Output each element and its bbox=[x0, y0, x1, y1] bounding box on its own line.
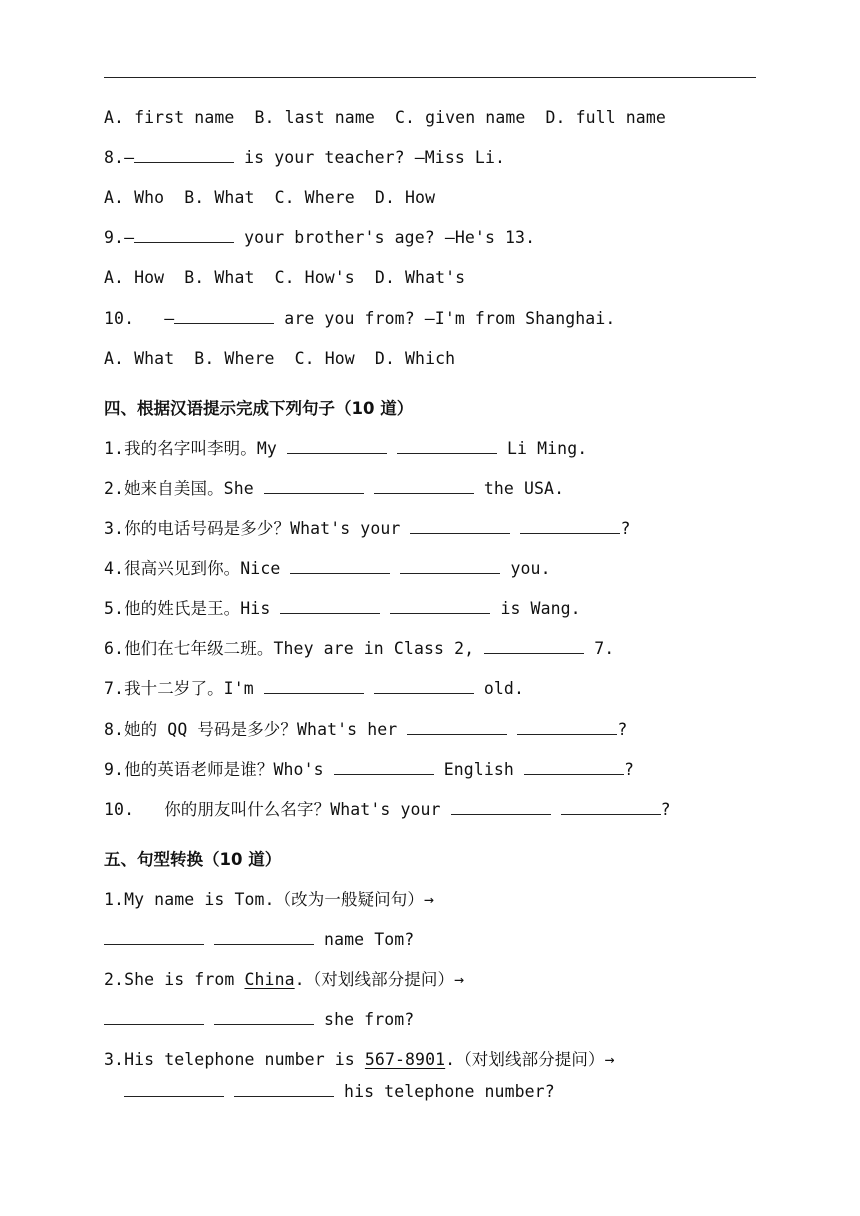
s5-q2-instruction: .（对划线部分提问）→ bbox=[294, 970, 465, 989]
answer-blank[interactable] bbox=[287, 439, 387, 454]
s4-item-7 bbox=[104, 678, 524, 700]
answer-blank[interactable] bbox=[517, 720, 617, 735]
underlined-phrase: China bbox=[244, 970, 295, 989]
q10-prefix: 10. — bbox=[104, 309, 175, 328]
answer-blank[interactable] bbox=[134, 148, 234, 163]
s4-item-5 bbox=[104, 598, 581, 620]
q9-suffix: your brother's age? —He's 13. bbox=[234, 228, 536, 247]
s4-item-text: Li Ming. bbox=[496, 439, 588, 458]
s4-item-text: 8.她的 QQ 号码是多少？What's her bbox=[104, 720, 408, 739]
q8-suffix: is your teacher? —Miss Li. bbox=[234, 148, 506, 167]
s4-item-4 bbox=[104, 558, 551, 580]
q9-question bbox=[104, 227, 535, 249]
q9-prefix: 9.— bbox=[104, 228, 135, 247]
answer-blank[interactable] bbox=[410, 519, 510, 534]
s5-q2-text: 2.She is from bbox=[104, 970, 245, 989]
answer-blank[interactable] bbox=[264, 479, 364, 494]
answer-blank[interactable] bbox=[214, 1010, 314, 1025]
s5-q1: 1.My name is Tom.（改为一般疑问句）→ bbox=[104, 890, 435, 909]
s4-item-6 bbox=[104, 638, 614, 660]
answer-blank[interactable] bbox=[520, 519, 620, 534]
answer-blank[interactable] bbox=[104, 930, 204, 945]
s5-answer-text: name Tom? bbox=[314, 930, 415, 949]
s5-q3 bbox=[104, 1049, 615, 1071]
s4-item-text: is Wang. bbox=[490, 599, 581, 618]
section4-heading: 四、根据汉语提示完成下列句子（10 道） bbox=[104, 399, 414, 418]
answer-blank[interactable] bbox=[374, 479, 474, 494]
answer-blank[interactable] bbox=[484, 639, 584, 654]
s4-item-text: 5.他的姓氏是王。His bbox=[104, 599, 281, 618]
answer-blank[interactable] bbox=[234, 1082, 334, 1097]
s5-q3-text: 3.His telephone number is bbox=[104, 1050, 365, 1069]
section5-heading: 五、句型转换（10 道） bbox=[104, 850, 282, 869]
s5-q2-answer bbox=[104, 1009, 414, 1031]
answer-blank[interactable] bbox=[400, 559, 500, 574]
answer-blank[interactable] bbox=[174, 309, 274, 324]
s5-q3-instruction: .（对划线部分提问）→ bbox=[445, 1050, 615, 1069]
answer-blank[interactable] bbox=[451, 800, 551, 815]
s4-item-text: old. bbox=[473, 679, 524, 698]
s4-item-text: 3.你的电话号码是多少？What's your bbox=[104, 519, 411, 538]
s4-item-text: 10. 你的朋友叫什么名字？What's your bbox=[104, 800, 451, 819]
s4-item-text: ? bbox=[660, 800, 671, 819]
answer-blank[interactable] bbox=[290, 559, 390, 574]
s4-item-9 bbox=[104, 759, 634, 781]
answer-blank[interactable] bbox=[280, 599, 380, 614]
s4-item-text: ? bbox=[617, 720, 628, 739]
answer-blank[interactable] bbox=[390, 599, 490, 614]
s4-item-text: 4.很高兴见到你。Nice bbox=[104, 559, 291, 578]
q10-options: A. What B. Where C. How D. Which bbox=[104, 349, 456, 368]
q9-options: A. How B. What C. How's D. What's bbox=[104, 268, 466, 287]
s4-item-text: ? bbox=[620, 519, 631, 538]
underlined-phrase: 567-8901 bbox=[364, 1050, 446, 1069]
answer-blank[interactable] bbox=[214, 930, 314, 945]
s4-item-text: English bbox=[433, 760, 524, 779]
answer-blank[interactable] bbox=[334, 760, 434, 775]
q8-question bbox=[104, 147, 505, 169]
s5-answer-text: she from? bbox=[314, 1010, 415, 1029]
s4-item-text: 9.他的英语老师是谁？Who's bbox=[104, 760, 334, 779]
answer-blank[interactable] bbox=[407, 720, 507, 735]
answer-blank[interactable] bbox=[134, 228, 234, 243]
s4-item-text: 2.她来自美国。She bbox=[104, 479, 264, 498]
q10-suffix: are you from? —I'm from Shanghai. bbox=[274, 309, 616, 328]
answer-blank[interactable] bbox=[397, 439, 497, 454]
s4-item-text: 7. bbox=[584, 639, 615, 658]
answer-blank[interactable] bbox=[561, 800, 661, 815]
answer-blank[interactable] bbox=[374, 679, 474, 694]
answer-blank[interactable] bbox=[124, 1082, 224, 1097]
s5-q1-answer bbox=[104, 929, 414, 951]
q8-prefix: 8.— bbox=[104, 148, 135, 167]
s4-item-10 bbox=[104, 799, 671, 821]
s4-item-text: ? bbox=[623, 760, 635, 779]
answer-blank[interactable] bbox=[264, 679, 364, 694]
s4-item-text: 7.我十二岁了。I'm bbox=[104, 679, 264, 698]
s5-q3-answer bbox=[124, 1081, 555, 1103]
s4-item-8 bbox=[104, 719, 627, 741]
header-rule bbox=[104, 77, 756, 78]
s5-q2 bbox=[104, 969, 464, 991]
s4-item-text: the USA. bbox=[473, 479, 565, 498]
s4-item-text: you. bbox=[500, 559, 551, 578]
answer-blank[interactable] bbox=[524, 760, 624, 775]
s5-answer-text: his telephone number? bbox=[334, 1082, 555, 1101]
s4-item-3 bbox=[104, 518, 631, 540]
q10-question bbox=[104, 308, 615, 330]
s4-item-text: 6.他们在七年级二班。They are in Class 2, bbox=[104, 639, 485, 658]
q8-options: A. Who B. What C. Where D. How bbox=[104, 188, 436, 207]
q7-options: A. first name B. last name C. given name D. full name bbox=[104, 108, 666, 127]
s4-item-1 bbox=[104, 438, 587, 460]
s4-item-2 bbox=[104, 478, 564, 500]
s4-item-text: 1.我的名字叫李明。My bbox=[104, 439, 287, 458]
answer-blank[interactable] bbox=[104, 1010, 204, 1025]
